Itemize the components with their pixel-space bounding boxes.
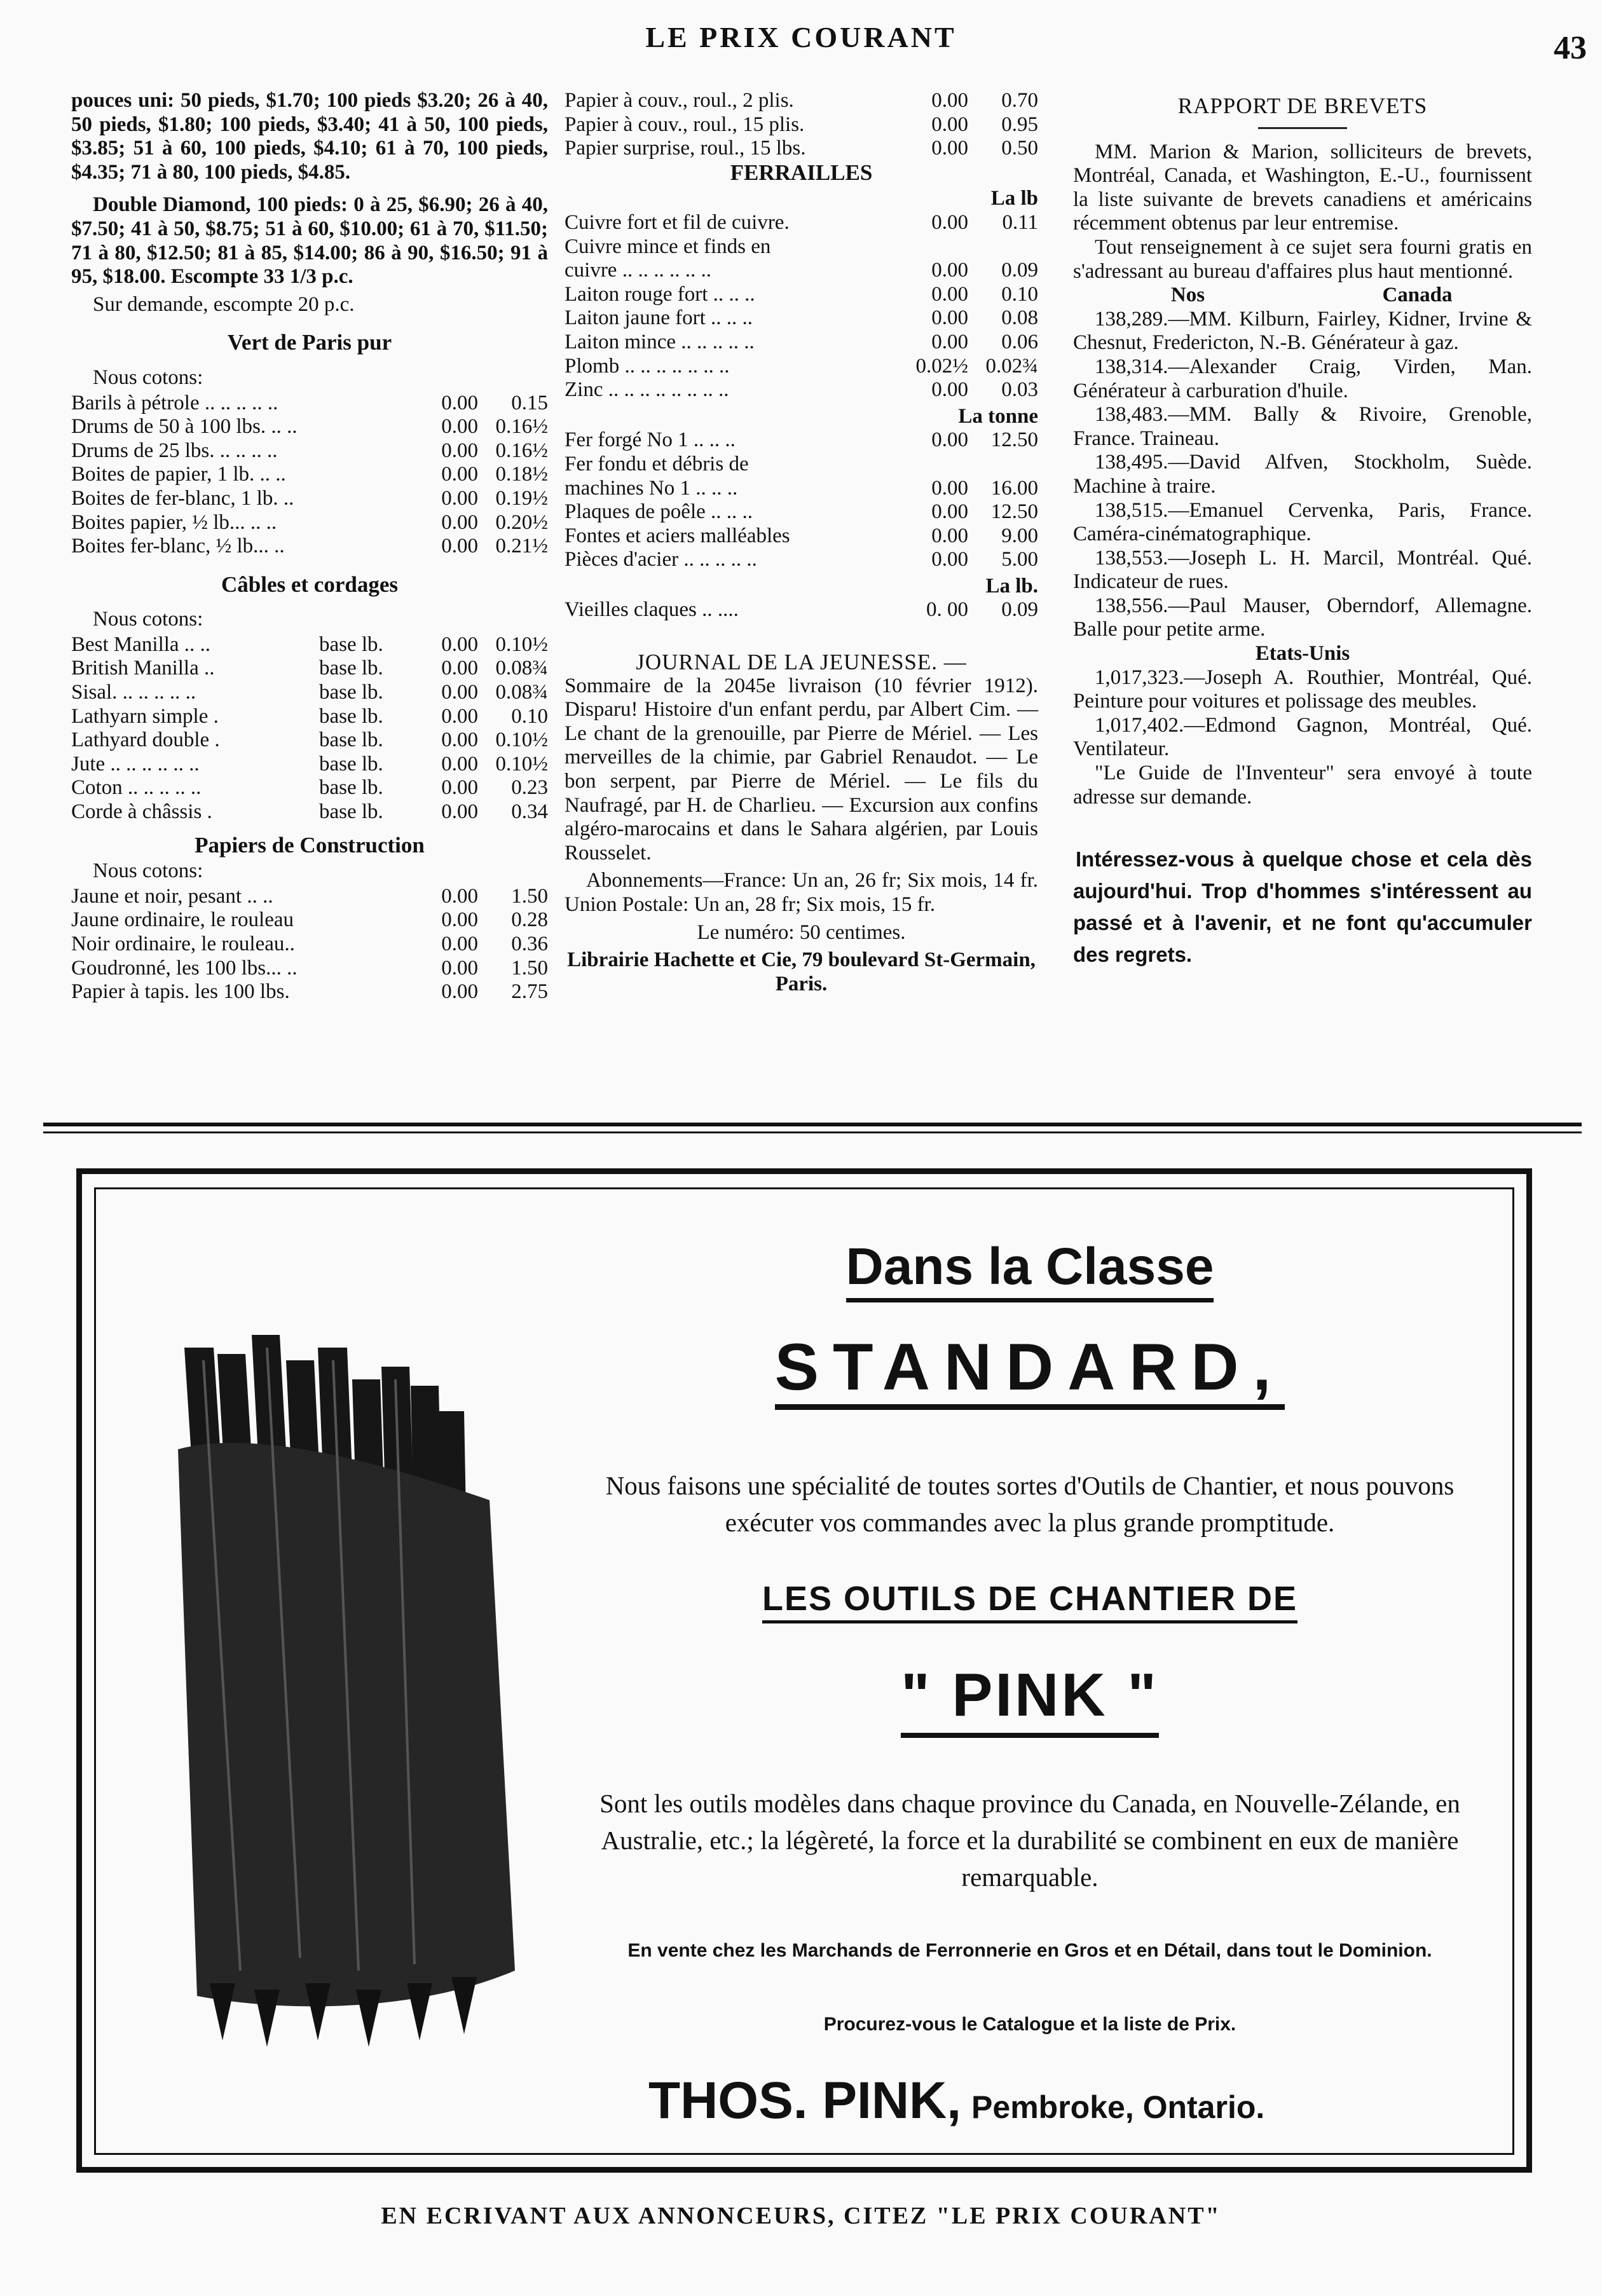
price-row (565, 211, 1038, 235)
price-low: 0.00 (931, 476, 968, 500)
nous-cotons: Nous cotons: (93, 608, 203, 631)
item-name: Jute .. .. .. .. .. .. (71, 752, 200, 776)
item-name: Papier à couv., roul., 15 plis. (565, 113, 805, 136)
price-high (968, 453, 1038, 477)
tagline: Intéressez-vous à quelque chose et cela dès aujourd'hui. Trop d'hommes s'intéressent au passé et à l'avenir, et ne font qu'accumuler des regrets. (1073, 847, 1532, 967)
ferrailles-table-claques (565, 598, 1038, 622)
item-name: cuivre .. .. .. .. .. .. (565, 259, 711, 282)
patent-entry: 138,495.—David Alfven, Stockholm, Suède. Machine à traire. (1073, 451, 1532, 498)
ad-brand (559, 1660, 1500, 1730)
price-row (71, 463, 548, 487)
item-unit: base lb. (319, 728, 383, 752)
price-row (71, 776, 548, 800)
section-heading-papiers: Papiers de Construction (195, 832, 425, 858)
price-row (71, 980, 548, 1004)
double-diamond-paragraph: Double Diamond, 100 pieds: 0 à 25, $6.90; 26 à 40, $7.50; 41 à 50, $8.75; 51 à 60, $10.00; 61 à 70, $11.50; 71 à 80, $12.50; 81 à 85, $14.00; 86 à 90, $16.50; 91 à 95, $18.00. Escompte 33 1/3 p.c. (71, 193, 548, 289)
price-high: 0.16½ (495, 415, 548, 439)
price-row (565, 453, 1038, 477)
item-unit: base lb. (319, 704, 383, 728)
price-row (71, 681, 548, 705)
price-high: 0.08¾ (495, 681, 548, 704)
price-high: 0.70 (1001, 89, 1038, 112)
item-unit: base lb. (319, 752, 383, 776)
price-high: 0.36 (511, 933, 548, 955)
price-row (565, 548, 1038, 572)
price-low: 0.02½ (915, 354, 968, 378)
price-high: 0.23 (511, 776, 548, 800)
price-low (905, 235, 968, 259)
item-name: Papier surprise, roul., 15 lbs. (565, 137, 806, 160)
price-high: 0.08 (1001, 306, 1038, 330)
price-low: 0.00 (441, 535, 478, 558)
item-name: Cuivre mince et finds en (565, 235, 771, 258)
prices-paragraph: pouces uni: 50 pieds, $1.70; 100 pieds $3.20; 26 à 40, 50 pieds, $1.80; 100 pieds, $3.40; 41 à 50, 100 pieds, $3.85; 51 à 60, 100 pieds, $4.10; 61 à 70, 100 pieds, $4.35; 71 à 80, 100 pieds, $4.85. (71, 89, 548, 184)
price-row (565, 524, 1038, 549)
price-high: 0.11 (1002, 210, 1038, 234)
item-name: British Manilla .. (71, 657, 215, 680)
page-divider-thin (43, 1131, 1582, 1133)
price-high: 0.28 (511, 908, 548, 932)
price-row (565, 500, 1038, 524)
price-high: 2.75 (511, 980, 548, 1004)
price-high: 9.00 (1001, 524, 1038, 547)
papiers-table (71, 885, 548, 1004)
patent-entry: 1,017,402.—Edmond Gagnon, Montréal, Qué. Ventilateur. (1073, 713, 1532, 761)
ad-specialty-text: Nous faisons une spécialité de toutes sortes d'Outils de Chantier, et nous pouvons exécuter vos commandes avec la plus grande promptitude. (605, 1471, 1455, 1537)
price-row (565, 283, 1038, 307)
journal-title: LE PRIX COURANT (645, 21, 957, 53)
price-high: 0.09 (1001, 598, 1038, 622)
section-heading-cables: Câbles et cordages (221, 571, 398, 597)
tool-bundle-cloth (178, 1443, 515, 2006)
price-row (565, 378, 1038, 402)
patent-entry: 1,017,323.—Joseph A. Routhier, Montréal, Qué. Peinture pour voitures et polissage des meubles. (1073, 666, 1532, 713)
patent-entry: 138,553.—Joseph L. H. Marcil, Montréal. Qué. Indicateur de rues. (1073, 546, 1532, 594)
item-name: Laiton mince .. .. .. .. .. (565, 330, 755, 353)
ad-standard (559, 1330, 1500, 1405)
price-low: 0.00 (931, 89, 968, 112)
item-name: Laiton rouge fort .. .. .. (565, 282, 755, 306)
inventor-guide-note: "Le Guide de l'Inventeur" sera envoyé à toute adresse sur demande. (1073, 762, 1532, 809)
price-row (71, 392, 548, 416)
price-row (71, 885, 548, 909)
item-name: Zinc .. .. .. .. .. .. .. .. (565, 378, 729, 402)
ad-tools-heading-text: LES OUTILS DE CHANTIER DE (762, 1580, 1297, 1623)
ad-availability: En vente chez les Marchands de Ferronnerie en Gros et en Détail, dans tout le Dominion. (627, 1940, 1432, 1961)
item-unit: base lb. (319, 632, 383, 656)
price-row (565, 477, 1038, 501)
ad-catalogue: Procurez-vous le Catalogue et la liste de Prix. (823, 2014, 1236, 2035)
price-high: 0.10½ (495, 752, 548, 776)
vert-table (71, 392, 548, 559)
ferrailles-table-tonne (565, 428, 1038, 572)
item-unit: base lb. (319, 681, 383, 704)
journal-publisher: Librairie Hachette et Cie, 79 boulevard St-Germain, Paris. (567, 948, 1036, 995)
etats-unis-label: Etats-Unis (1255, 642, 1350, 666)
item-name: Cuivre fort et fil de cuivre. (565, 210, 790, 234)
brevets-intro: MM. Marion & Marion, solliciteurs de brevets, Montréal, Canada, et Washington, E.-U., fournissent la liste suivante de brevets canadiens et américains récemment obtenus par leur entremise. (1073, 140, 1532, 235)
journal-price: Le numéro: 50 centimes. (697, 920, 906, 944)
price-row (565, 137, 1038, 161)
item-name: Fer forgé No 1 .. .. .. (565, 428, 736, 452)
price-low: 0.00 (931, 259, 968, 282)
company-name: THOS. PINK, (648, 2072, 962, 2129)
price-row (565, 598, 1038, 622)
price-low: 0.00 (931, 428, 968, 452)
ferrailles-table-lb (565, 211, 1038, 402)
section-heading-vert: Vert de Paris pur (227, 330, 392, 355)
price-high: 0.08¾ (495, 657, 548, 680)
patent-entry: 138,556.—Paul Mauser, Oberndorf, Allemagne. Balle pour petite arme. (1073, 594, 1532, 641)
price-row (71, 800, 548, 824)
price-row (71, 657, 548, 681)
price-row (565, 355, 1038, 379)
item-name: Laiton jaune fort .. .. .. (565, 306, 753, 330)
item-name: Drums de 50 à 100 lbs. .. .. (71, 415, 298, 439)
price-high: 0.15 (511, 391, 548, 414)
unit-label: La tonne (958, 404, 1038, 428)
price-low: 0.00 (441, 657, 478, 680)
page-number: 43 (1554, 30, 1587, 66)
price-low: 0.00 (441, 776, 478, 800)
logging-tools-illustration (159, 1309, 528, 2047)
price-high: 0.06 (1001, 330, 1038, 353)
item-name: Best Manilla .. .. (71, 632, 211, 656)
price-low: 0.00 (931, 330, 968, 353)
price-high: 0.50 (1001, 137, 1038, 160)
ad-company (648, 2071, 1264, 2131)
price-low: 0.00 (931, 378, 968, 402)
running-head (0, 14, 1602, 65)
price-row (565, 306, 1038, 331)
discount-note: Sur demande, escompte 20 p.c. (93, 292, 355, 316)
price-low: 0.00 (441, 704, 478, 728)
unit-label: La lb (990, 187, 1038, 210)
price-high: 0.19½ (495, 486, 548, 510)
item-name: Boites de fer-blanc, 1 lb. .. (71, 486, 294, 510)
price-row (565, 428, 1038, 453)
price-low: 0.00 (931, 137, 968, 160)
price-row (565, 331, 1038, 355)
ad-description: Sont les outils modèles dans chaque province du Canada, en Nouvelle-Zélande, en Australie, etc.; la légèreté, la force et la durabilité se combinent en eux de manière remarquable. (599, 1789, 1460, 1892)
price-row (71, 728, 548, 753)
item-name: Plaques de poêle .. .. .. (565, 500, 753, 524)
item-name: Noir ordinaire, le rouleau.. (71, 933, 295, 955)
canada-patents (1073, 308, 1532, 642)
price-row (71, 415, 548, 439)
ad-headline (559, 1237, 1500, 1297)
price-low: 0.00 (441, 752, 478, 776)
patent-entry: 138,314.—Alexander Craig, Virden, Man. Générateur à carburation d'huile. (1073, 355, 1532, 402)
journal-heading: JOURNAL DE LA JEUNESSE. — (636, 650, 967, 675)
price-row (71, 633, 548, 657)
price-low: 0.00 (441, 800, 478, 824)
papier-table (565, 89, 1038, 161)
item-name: Boites papier, ½ lb... .. .. (71, 510, 277, 534)
nos-label: Nos (1170, 284, 1205, 307)
price-low: 0.00 (931, 524, 968, 547)
price-high: 0.03 (1001, 378, 1038, 402)
item-name: Jaune ordinaire, le rouleau (71, 908, 294, 932)
price-high (968, 235, 1038, 259)
price-row (71, 487, 548, 511)
price-high: 0.20½ (495, 510, 548, 534)
price-row (71, 535, 548, 559)
item-name: Lathyarn simple . (71, 704, 219, 728)
price-row (71, 753, 548, 777)
price-row (565, 89, 1038, 113)
item-unit: base lb. (319, 657, 383, 680)
nous-cotons: Nous cotons: (93, 859, 203, 883)
price-low: 0.00 (441, 728, 478, 752)
item-name: Sisal. .. .. .. .. .. (71, 681, 196, 704)
item-name: Drums de 25 lbs. .. .. .. .. (71, 439, 278, 462)
item-name: machines No 1 .. .. .. (565, 476, 738, 500)
price-high: 0.09 (1001, 259, 1038, 282)
item-name: Goudronné, les 100 lbs... .. (71, 956, 298, 980)
price-low: 0.00 (441, 391, 478, 414)
price-low: 0. 00 (926, 598, 968, 622)
price-high: 12.50 (990, 500, 1038, 524)
item-name: Pièces d'acier .. .. .. .. .. (565, 548, 757, 571)
price-low: 0.00 (441, 463, 478, 486)
price-low: 0.00 (931, 500, 968, 524)
section-heading-ferrailles: FERRAILLES (730, 160, 873, 185)
price-low: 0.00 (441, 510, 478, 534)
price-high: 0.10 (1001, 282, 1038, 306)
price-low: 0.00 (931, 113, 968, 136)
patent-entry: 138,289.—MM. Kilburn, Fairley, Kidner, Irvine & Chesnut, Fredericton, N.-B. Générateur à gaz. (1073, 307, 1532, 355)
item-name: Papier à tapis. les 100 lbs. (71, 980, 290, 1004)
column-1 (71, 89, 548, 1004)
price-row (71, 957, 548, 981)
price-high: 12.50 (990, 428, 1038, 452)
price-high: 16.00 (990, 476, 1038, 500)
item-unit: base lb. (319, 800, 383, 824)
price-low: 0.00 (441, 415, 478, 439)
ad-tools-heading (559, 1579, 1500, 1618)
nous-cotons: Nous cotons: (93, 366, 203, 389)
price-high: 5.00 (1001, 548, 1038, 571)
short-rule (1258, 127, 1347, 129)
item-name: Vieilles claques .. .... (565, 598, 739, 622)
price-high: 0.21½ (495, 535, 548, 558)
price-row (71, 511, 548, 535)
item-name: Boites fer-blanc, ½ lb... .. (71, 535, 285, 558)
price-row (71, 439, 548, 463)
ad-brand-text: " PINK " (901, 1661, 1159, 1738)
price-low: 0.00 (441, 956, 478, 980)
item-unit: base lb. (319, 776, 383, 800)
price-low: 0.00 (441, 908, 478, 932)
price-low: 0.00 (441, 439, 478, 462)
item-name: Fontes et aciers malléables (565, 524, 790, 547)
ad-headline-text: Dans la Classe (846, 1238, 1214, 1302)
brevets-heading: RAPPORT DE BREVETS (1177, 93, 1428, 118)
price-low: 0.00 (441, 632, 478, 656)
item-name: Fer fondu et débris de (565, 452, 749, 475)
company-city: Pembroke, Ontario. (971, 2089, 1265, 2125)
price-low: 0.00 (931, 548, 968, 571)
price-low: 0.00 (441, 980, 478, 1004)
price-high: 0.95 (1001, 113, 1038, 136)
price-row (71, 705, 548, 729)
price-row (71, 908, 548, 933)
journal-summary: Sommaire de la 2045e livraison (10 février 1912). Disparu! Histoire d'un enfant perdu, par Albert Cim. — Le chant de la grenouille, par Pierre de Mériel. — Les merveilles de la chimie, par Gabriel Renaudot. — Le bon serpent, par Pierre de Mériel. — Le fils du Naufragé, par H. de Charlieu. — Excursion aux confins algéro-marocains et dans le Sahara algérien, par Louis Rousselet. (565, 674, 1038, 864)
price-high: 0.34 (511, 800, 548, 824)
item-name: Corde à châssis . (71, 800, 212, 824)
price-low: 0.00 (441, 884, 478, 908)
price-row (565, 259, 1038, 283)
price-low (905, 453, 968, 477)
price-low: 0.00 (441, 486, 478, 510)
price-high: 1.50 (511, 884, 548, 908)
item-name: Boites de papier, 1 lb. .. .. (71, 463, 286, 486)
us-patents (1073, 666, 1532, 762)
page-divider (43, 1123, 1582, 1126)
price-row (71, 933, 548, 957)
price-low: 0.00 (441, 933, 478, 955)
price-low: 0.00 (931, 306, 968, 330)
canada-heading-row (1073, 284, 1532, 308)
price-row (565, 235, 1038, 259)
ad-standard-text: STANDARD, (775, 1330, 1285, 1410)
journal-subscriptions: Abonnements—France: Un an, 26 fr; Six mois, 14 fr. Union Postale: Un an, 28 fr; Six mois, 15 fr. (565, 869, 1038, 916)
column-2 (565, 89, 1038, 1005)
price-low: 0.00 (931, 210, 968, 234)
patent-entry: 138,515.—Emanuel Cervenka, Paris, France. Caméra-cinématographique. (1073, 498, 1532, 546)
price-high: 1.50 (511, 956, 548, 980)
patent-entry: 138,483.—MM. Bally & Rivoire, Grenoble, France. Traineau. (1073, 403, 1532, 450)
item-name: Barils à pétrole .. .. .. .. .. (71, 391, 278, 414)
price-row (565, 113, 1038, 137)
price-high: 0.16½ (495, 439, 548, 462)
price-high: 0.10½ (495, 728, 548, 752)
price-high: 0.10½ (495, 632, 548, 656)
canada-label: Canada (1382, 284, 1453, 307)
cables-table (71, 633, 548, 824)
price-low: 0.00 (441, 681, 478, 704)
price-high: 0.10 (511, 704, 548, 728)
unit-label: La lb. (985, 574, 1038, 598)
item-name: Jaune et noir, pesant .. .. (71, 884, 273, 908)
item-name: Coton .. .. .. .. .. (71, 776, 202, 800)
brevets-info: Tout renseignement à ce sujet sera fourni gratis en s'adressant au bureau d'affaires plus haut mentionné. (1073, 235, 1532, 283)
item-name: Papier à couv., roul., 2 plis. (565, 89, 794, 112)
price-high: 0.02¾ (985, 354, 1038, 378)
page-footer: EN ECRIVANT AUX ANNONCEURS, CITEZ "LE PRIX COURANT" (381, 2203, 1221, 2229)
column-3 (1073, 89, 1532, 971)
item-name: Lathyard double . (71, 728, 220, 752)
price-high: 0.18½ (495, 463, 548, 486)
item-name: Plomb .. .. .. .. .. .. .. (565, 354, 730, 378)
price-low: 0.00 (931, 282, 968, 306)
